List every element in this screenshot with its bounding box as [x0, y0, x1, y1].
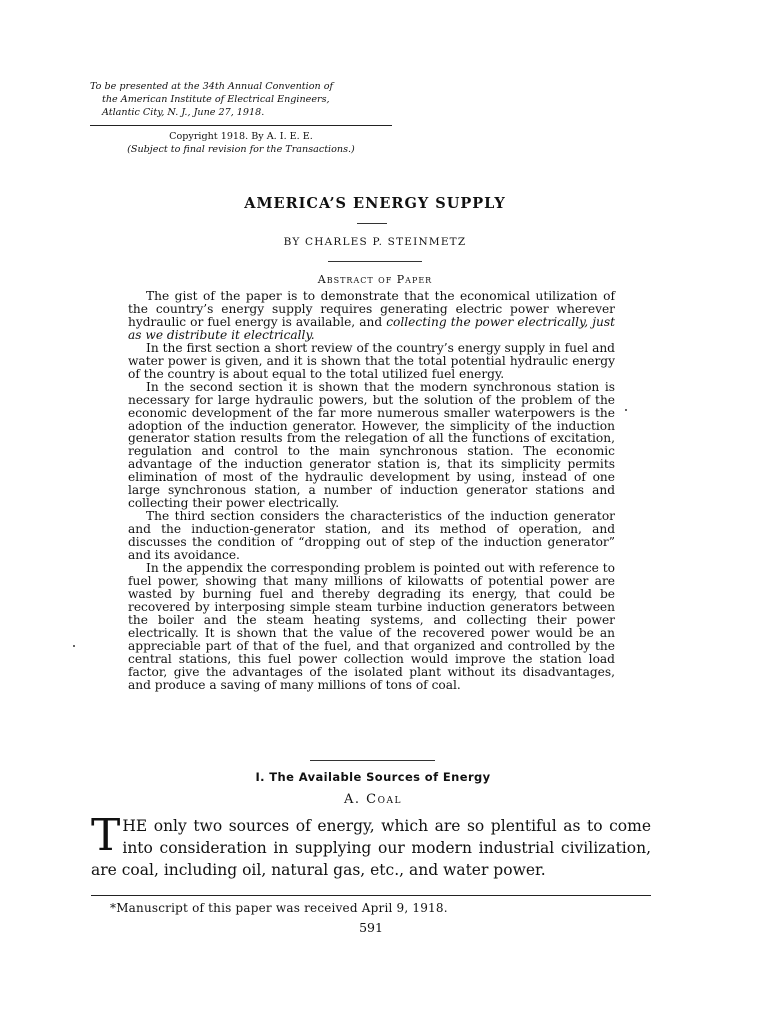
page-number: 591	[359, 920, 383, 935]
presentation-note	[90, 80, 400, 119]
body-paragraph	[91, 810, 651, 881]
abstract-paragraph	[128, 290, 615, 342]
author-byline: BY CHARLES P. STEINMETZ	[283, 236, 467, 248]
drop-cap: T	[91, 810, 121, 861]
abstract-paragraph: In the appendix the corresponding problem is pointed out with reference to fuel power, showing that many millions of kilowatts of potential power are wasted by burning fuel and thereby degrading its energy, that could be recovered by interposing simple steam turbine induction generators between the boiler and the steam heating systems, and collecting their power electrically. It is shown that the value of the recovered power would be an appreciable part of that of the fuel, and that organized and controlled by the central stations, this fuel power collection would improve the station load factor, give the advantages of the isolated plant without its disadvantages, and produce a saving of many millions of tons of coal.	[128, 561, 615, 692]
scan-speck	[73, 645, 75, 647]
section-divider	[310, 760, 435, 761]
abstract-paragraph: In the second section it is shown that the modern synchronous station is necessary for large hydraulic powers, but the solution of the problem of the economic development of the far more numerous smaller waterpowers is the adoption of the induction generator. However, the simplicity of the induction generator station results from the relegation of all the functions of excitation, regulation and control to the main synchronous station. The economic advantage of the induction generator station is, that its simplicity permits elimination of most of the hydraulic development by using, instead of one large synchronous station, a number of induction generator stations and collecting their power electrically.	[128, 379, 615, 511]
copyright-line: Copyright 1918. By A. I. E. E.	[169, 131, 313, 142]
subsection-heading: A. Coal	[344, 792, 402, 807]
section-body	[91, 810, 651, 881]
presentation-line: Atlantic City, N. J., June 27, 1918.	[102, 107, 265, 118]
section-heading: I. The Available Sources of Energy	[255, 770, 491, 784]
byline-divider	[328, 261, 422, 262]
presentation-line: the American Institute of Electrical Engineers,	[102, 94, 330, 105]
copyright-block	[90, 130, 392, 156]
abstract-emphasis: collecting the power electrically, just as we distribute it electrically.	[128, 314, 615, 342]
title-divider	[357, 223, 387, 224]
abstract-body	[128, 290, 615, 692]
scan-speck	[625, 409, 627, 411]
abstract-heading: Abstract of Paper	[317, 273, 433, 286]
abstract-text: The gist of the paper is to demonstrate that the economical utilization of the country’s energy supply requires generating electric power wherever hydraulic or fuel energy is available, and	[128, 289, 615, 329]
abstract-paragraph: In the first section a short review of the country’s energy supply in fuel and water power is given, and it is shown that the total potential hydraulic energy of the country is about equal to the total utilized fuel energy.	[128, 340, 615, 381]
abstract-paragraph: The third section considers the characteristics of the induction generator and the induction-generator station, and its method of operation, and discusses the condition of “dropping out of step of the induction generator” and its avoidance.	[128, 509, 615, 563]
header-divider	[90, 125, 392, 126]
presentation-line: To be presented at the 34th Annual Convention of	[90, 81, 334, 92]
footnote: *Manuscript of this paper was received April 9, 1918.	[110, 901, 448, 915]
paper-title: AMERICA’S ENERGY SUPPLY	[244, 195, 506, 212]
body-text: HE only two sources of energy, which are so plentiful as to come into consideration in supplying our modern industrial civilization, are coal, including oil, natural gas, etc., and water power.	[91, 817, 651, 879]
revision-note: (Subject to final revision for the Transactions.)	[127, 144, 355, 155]
footnote-divider	[91, 895, 651, 896]
